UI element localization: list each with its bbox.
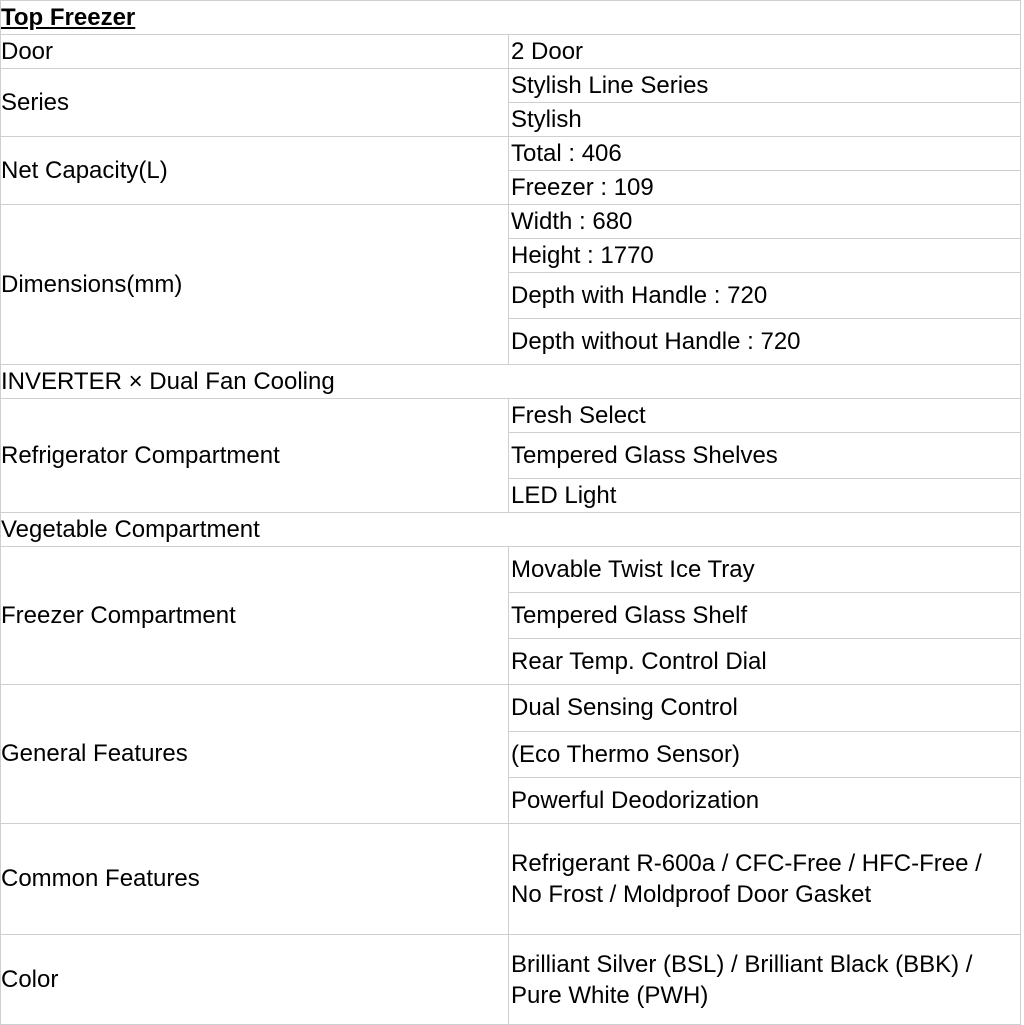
row-label-dimensions: Dimensions(mm) [1,205,509,365]
row-label-general: General Features [1,685,509,824]
table-title: Top Freezer [1,1,1021,35]
value-eco-thermo: (Eco Thermo Sensor) [509,732,1021,778]
value-series-2: Stylish [509,103,1021,137]
value-capacity-total: Total : 406 [509,137,1021,171]
value-dual-sensing: Dual Sensing Control [509,685,1021,732]
row-door [1,35,1021,69]
row-label-color: Color [1,935,509,1025]
value-control-dial: Rear Temp. Control Dial [509,639,1021,685]
value-tempered-glass-shelves: Tempered Glass Shelves [509,433,1021,479]
row-label-common: Common Features [1,824,509,935]
row-general [1,685,1021,732]
value-tempered-glass-shelf: Tempered Glass Shelf [509,593,1021,639]
value-fresh-select: Fresh Select [509,399,1021,433]
row-common [1,824,1021,935]
row-series [1,69,1021,103]
row-label-series: Series [1,69,509,137]
row-capacity [1,137,1021,171]
value-depth-with-handle: Depth with Handle : 720 [509,273,1021,319]
value-width: Width : 680 [509,205,1021,239]
row-inverter [1,365,1021,399]
title-row [1,1,1021,35]
row-dimensions [1,205,1021,239]
value-door: 2 Door [509,35,1021,69]
value-color: Brilliant Silver (BSL) / Brilliant Black (BBK) / Pure White (PWH) [509,935,1021,1025]
row-vegetable [1,513,1021,547]
row-refrigerator [1,399,1021,433]
row-label-capacity: Net Capacity(L) [1,137,509,205]
value-height: Height : 1770 [509,239,1021,273]
value-twist-ice-tray: Movable Twist Ice Tray [509,547,1021,593]
value-led-light: LED Light [509,479,1021,513]
value-common: Refrigerant R-600a / CFC-Free / HFC-Free / No Frost / Moldproof Door Gasket [509,824,1021,935]
section-vegetable: Vegetable Compartment [1,513,1021,547]
value-series-1: Stylish Line Series [509,69,1021,103]
row-label-freezer: Freezer Compartment [1,547,509,685]
row-freezer [1,547,1021,593]
section-inverter: INVERTER × Dual Fan Cooling [1,365,1021,399]
row-label-door: Door [1,35,509,69]
value-deodorization: Powerful Deodorization [509,778,1021,824]
row-label-refrigerator: Refrigerator Compartment [1,399,509,513]
value-capacity-freezer: Freezer : 109 [509,171,1021,205]
row-color [1,935,1021,1025]
value-depth-without-handle: Depth without Handle : 720 [509,319,1021,365]
